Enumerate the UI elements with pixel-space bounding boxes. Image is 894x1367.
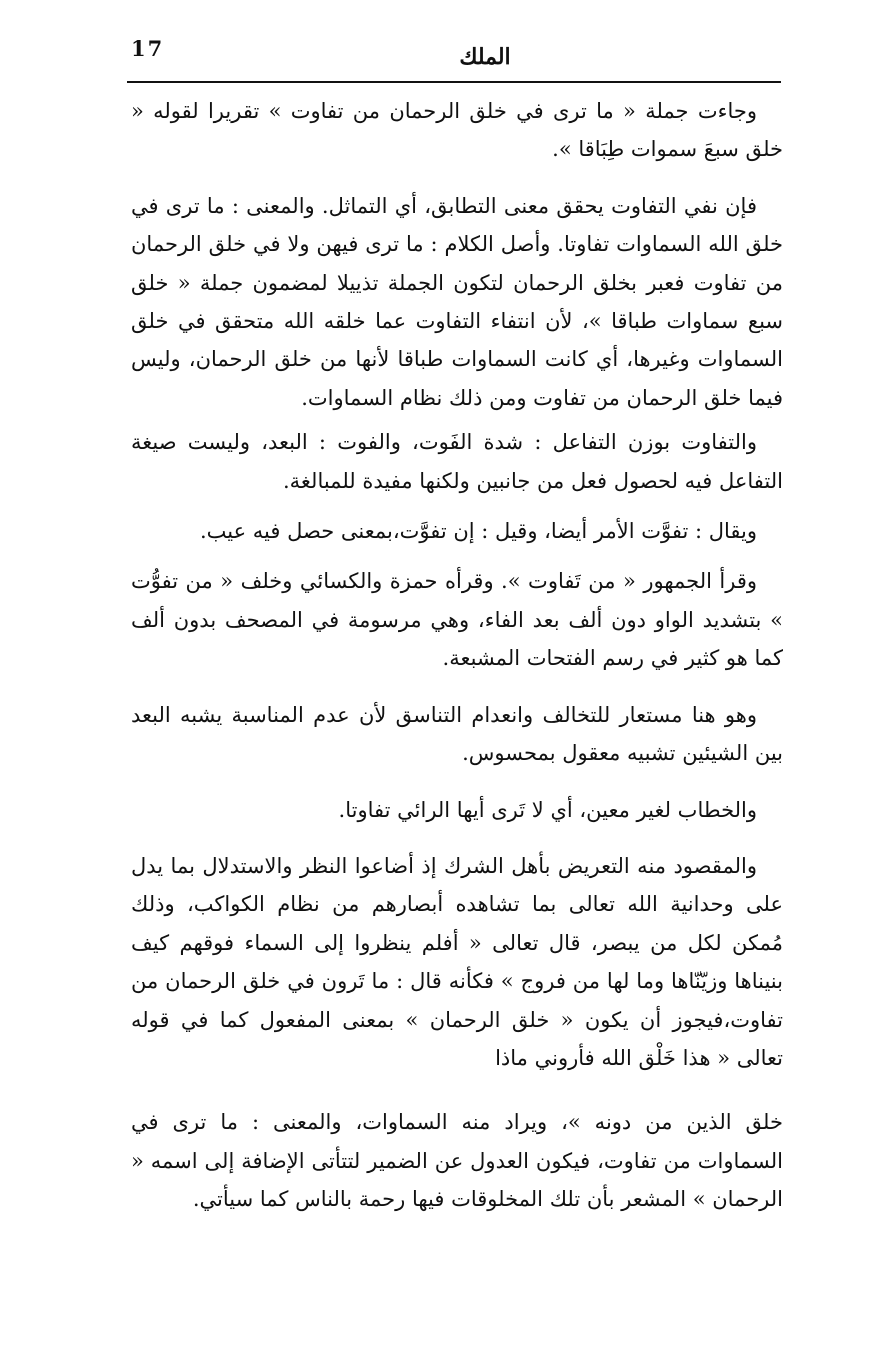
paragraph-6: وهو هنا مستعار للتخالف وانعدام التناسق لأن عدم المناسبة يشبه البعد بين الشيئين تشبيه معقول بمحسوس.: [131, 702, 783, 766]
body-text: [131, 92, 783, 1219]
page-number: 17: [131, 36, 165, 61]
paragraph-4: ويقال : تفوَّت الأمر أيضا، وقيل : إن تفوَّت،بمعنى حصل فيه عيب.: [199, 519, 757, 544]
header-rule: [127, 81, 781, 83]
paragraph-5: وقرأ الجمهور « من تَفاوت ». وقرأه حمزة والكسائي وخلف « من تفوُّت » بتشديد الواو دون ألف بعد الفاء، وهي مرسومة في المصحف بدون ألف كما هو كثير في رسم الفتحات المشبعة.: [131, 569, 783, 671]
paragraph-8: والمقصود منه التعريض بأهل الشرك إذ أضاعوا النظر والاستدلال بما يدل على وحدانية الله تعالى بما تشاهده أبصارهم من نظام الكواكب، وذلك مُمكن لكل من يبصر، قال تعالى « أفلم ينظروا إلى السماء فوقهم كيف بنيناها وزيّنّاها وما لها من فروج » فكأنه قال : ما تَرون في خلق الرحمان من تفاوت،فيجوز أن يكون « خلق الرحمان » بمعنى المفعول كما في قوله تعالى « هذا خَلْق الله فأروني ماذا: [131, 853, 783, 1070]
running-title: الملك: [459, 44, 511, 70]
paragraph-7: والخطاب لغير معين، أي لا تَرى أيها الرائي تفاوتا.: [338, 797, 757, 822]
paragraph-9: خلق الذين من دونه »، ويراد منه السماوات، والمعنى : ما ترى في السماوات من تفاوت، فيكون العدول عن الضمير لتتأتى الإضافة إلى اسمه « الرحمان » المشعر بأن تلك المخلوقات فيها رحمة بالناس كما سيأتي.: [131, 1110, 783, 1212]
paragraph-2: فإن نفي التفاوت يحقق معنى التطابق، أي التماثل. والمعنى : ما ترى في خلق الله السماوات تفاوتا. وأصل الكلام : ما ترى فيهن ولا في خلق الرحمان من تفاوت فعبر بخلق الرحمان لتكون الجملة تذييلا لمضمون جملة « خلق سبع سماوات طباقا »، لأن انتفاء التفاوت عما خلقه الله متحقق في خلق السماوات وغيرها، أي كانت السماوات طباقا لأنها من خلق الرحمان، وليس فيما خلق الرحمان من تفاوت ومن ذلك نظام السماوات.: [131, 193, 783, 410]
paragraph-1: وجاءت جملة « ما ترى في خلق الرحمان من تفاوت » تقريرا لقوله « خلق سبعَ سموات طِبَاقا ».: [131, 99, 783, 162]
paragraph-3: والتفاوت بوزن التفاعل : شدة الفَوت، والفوت : البعد، وليست صيغة التفاعل فيه لحصول فعل من جانبين ولكنها مفيدة للمبالغة.: [131, 430, 783, 493]
